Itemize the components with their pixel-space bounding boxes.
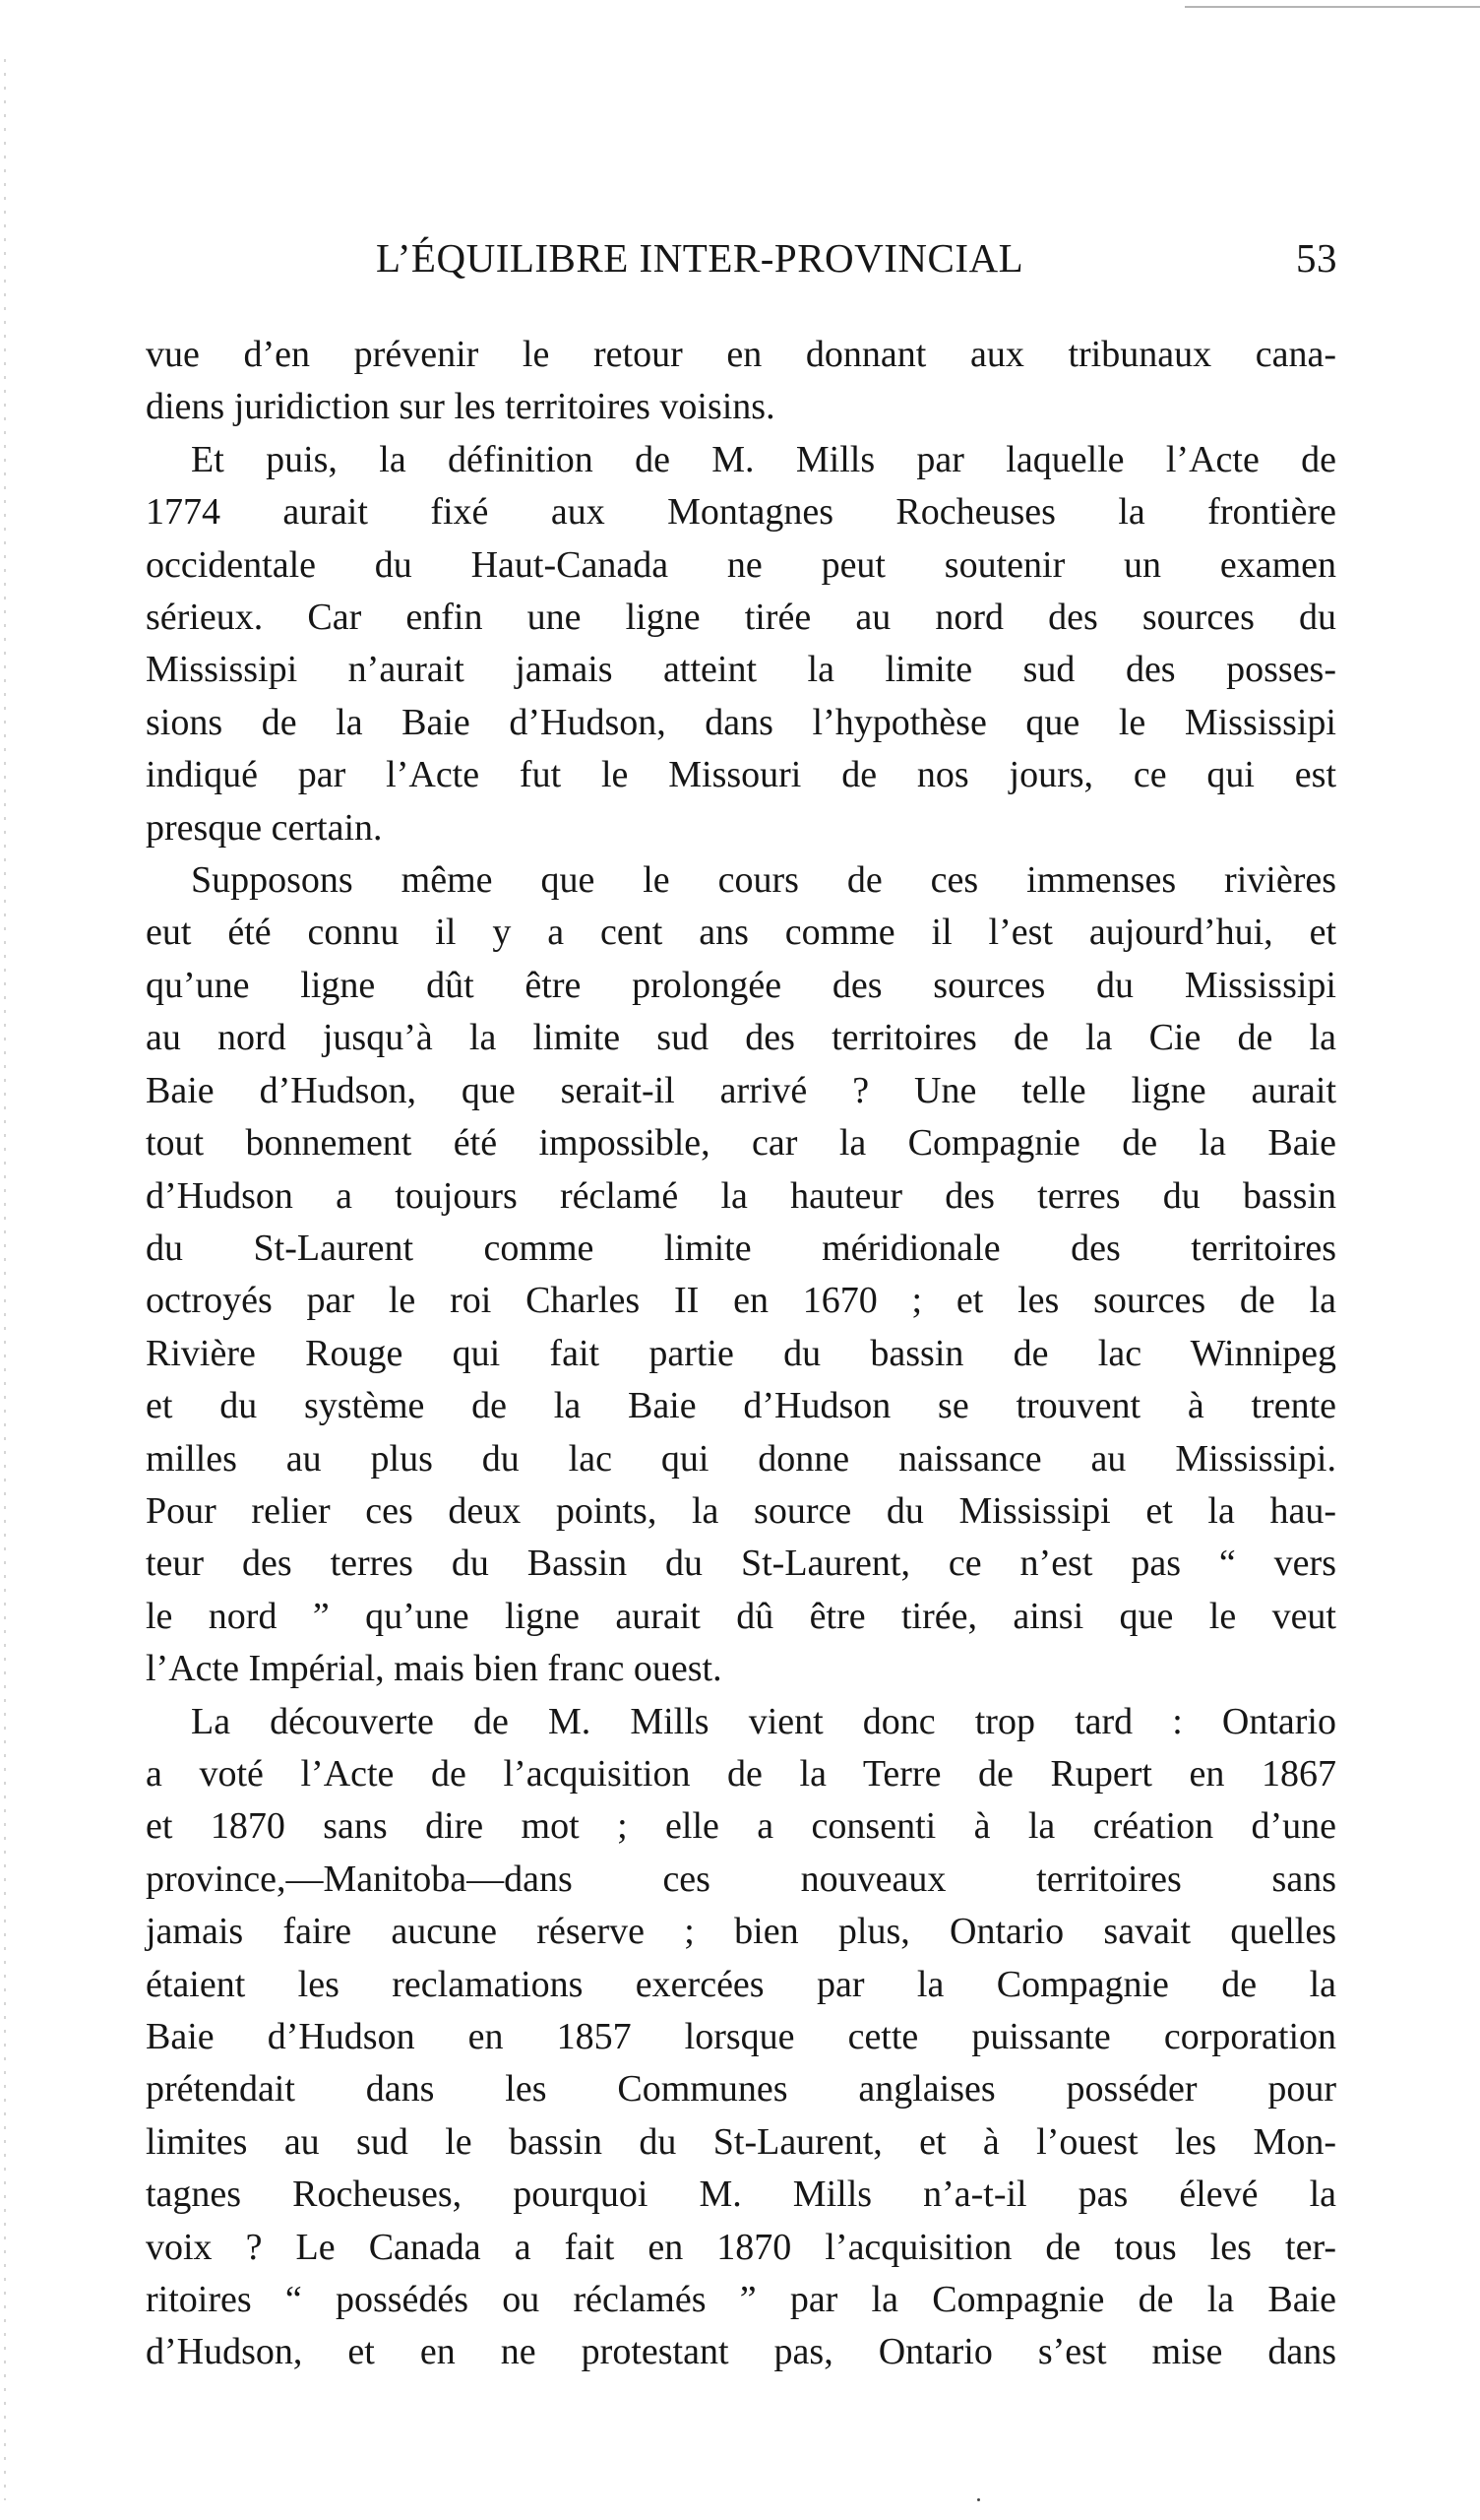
text-line: octroyés par le roi Charles II en 1670 ; et les sources de la: [146, 1280, 1336, 1322]
text-line: diens juridiction sur les territoires voisins.: [146, 386, 775, 428]
text-line: étaient les reclamations exercées par la Compagnie de la: [146, 1963, 1336, 2005]
text-line: teur des terres du Bassin du St-Laurent, ce n’est pas “ vers: [146, 1543, 1336, 1585]
text-line: province,—Manitoba—dans ces nouveaux territoires sans: [146, 1858, 1336, 1900]
page-number: 53: [1296, 235, 1337, 281]
text-line: l’Acte Impérial, mais bien franc ouest.: [146, 1648, 722, 1690]
text-line: d’Hudson a toujours réclamé la hauteur des terres du bassin: [146, 1174, 1336, 1217]
running-head: [192, 234, 1337, 293]
scan-edge-specks: [4, 59, 6, 2500]
text-line: Baie d’Hudson en 1857 lorsque cette puissante corporation: [146, 2016, 1336, 2057]
text-line: occidentale du Haut-Canada ne peut soutenir un examen: [146, 543, 1336, 586]
text-line: sérieux. Car enfin une ligne tirée au nord des sources du: [146, 597, 1336, 639]
top-right-rule: [1185, 6, 1480, 8]
text-line: jamais faire aucune réserve ; bien plus, Ontario savait quelles: [146, 1911, 1336, 1953]
text-line: d’Hudson, et en ne protestant pas, Ontario s’est mise dans: [146, 2331, 1336, 2373]
page-title: L’ÉQUILIBRE INTER-PROVINCIAL: [376, 235, 1024, 281]
text-line: et 1870 sans dire mot ; elle a consenti à la création d’une: [146, 1805, 1336, 1848]
text-line: presque certain.: [146, 806, 383, 849]
ink-speck: [977, 2498, 980, 2501]
text-line: voix ? Le Canada a fait en 1870 l’acquisition de tous les ter-: [146, 2226, 1336, 2268]
text-line: ritoires “ possédés ou réclamés ” par la Compagnie de la Baie: [146, 2279, 1336, 2321]
text-line: eut été connu il y a cent ans comme il l’est aujourd’hui, et: [146, 912, 1336, 954]
text-line: sions de la Baie d’Hudson, dans l’hypothèse que le Mississipi: [146, 701, 1336, 743]
text-line: au nord jusqu’à la limite sud des territoires de la Cie de la: [146, 1017, 1336, 1059]
text-line: vue d’en prévenir le retour en donnant aux tribunaux cana-: [146, 334, 1336, 375]
text-line: milles au plus du lac qui donne naissance au Mississipi.: [146, 1437, 1336, 1480]
text-line: tagnes Rocheuses, pourquoi M. Mills n’a-t-il pas élevé la: [146, 2174, 1336, 2216]
body-text: [146, 329, 1336, 2379]
text-line: La découverte de M. Mills vient donc trop tard : Ontario: [191, 1700, 1336, 1742]
text-line: a voté l’Acte de l’acquisition de la Terre de Rupert en 1867: [146, 1752, 1336, 1795]
text-line: prétendait dans les Communes anglaises posséder pour: [146, 2068, 1336, 2110]
text-line: 1774 aurait fixé aux Montagnes Rocheuses la frontière: [146, 491, 1336, 534]
text-line: Pour relier ces deux points, la source du Mississipi et la hau-: [146, 1489, 1336, 1532]
text-line: tout bonnement été impossible, car la Compagnie de la Baie: [146, 1122, 1336, 1165]
text-line: Rivière Rouge qui fait partie du bassin de lac Winnipeg: [146, 1332, 1336, 1374]
text-line: indiqué par l’Acte fut le Missouri de nos jours, ce qui est: [146, 754, 1336, 796]
text-line: Et puis, la définition de M. Mills par laquelle l’Acte de: [191, 438, 1336, 480]
text-line: qu’une ligne dût être prolongée des sources du Mississipi: [146, 964, 1336, 1006]
text-line: Mississipi n’aurait jamais atteint la limite sud des posses-: [146, 649, 1336, 691]
text-line: Baie d’Hudson, que serait-il arrivé ? Une telle ligne aurait: [146, 1069, 1336, 1111]
text-line: Supposons même que le cours de ces immenses rivières: [191, 859, 1336, 902]
text-line: le nord ” qu’une ligne aurait dû être tirée, ainsi que le veut: [146, 1595, 1336, 1637]
text-line: limites au sud le bassin du St-Laurent, et à l’ouest les Mon-: [146, 2120, 1336, 2163]
text-line: du St-Laurent comme limite méridionale des territoires: [146, 1227, 1336, 1269]
text-line: et du système de la Baie d’Hudson se trouvent à trente: [146, 1385, 1336, 1427]
